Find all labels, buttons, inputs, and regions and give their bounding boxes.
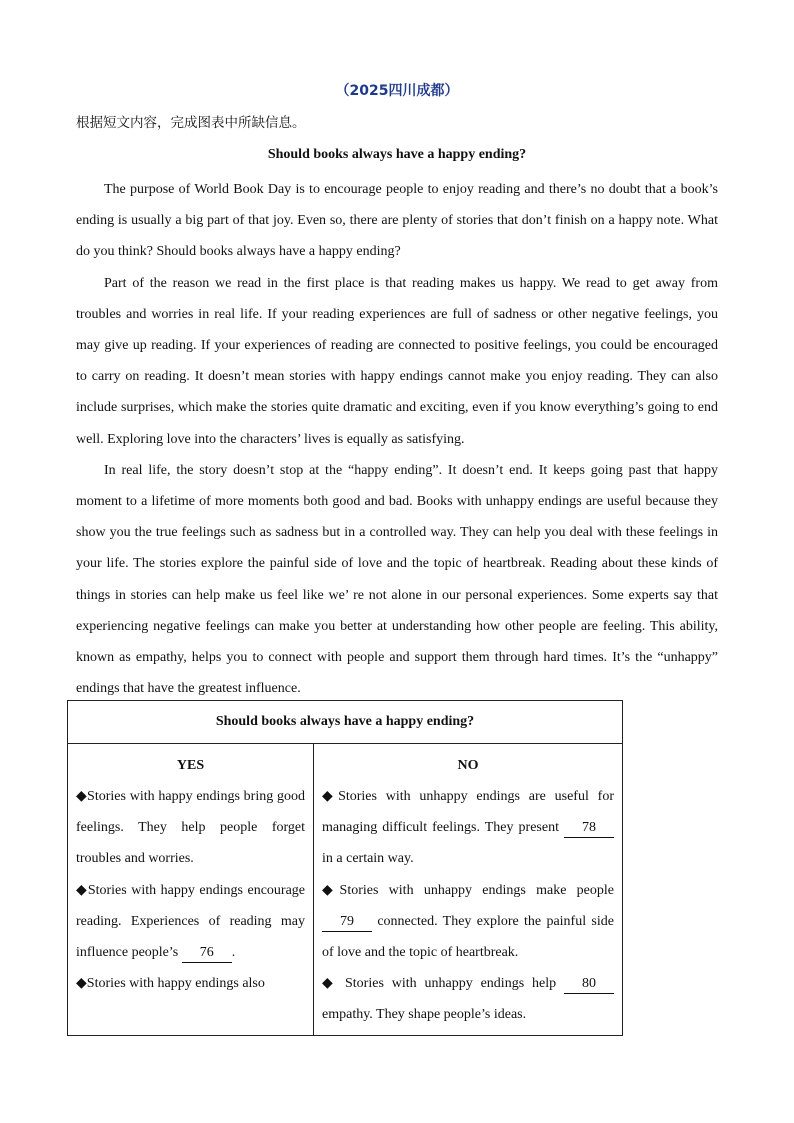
bullet-icon: ◆ <box>322 789 339 804</box>
bullet-icon: ◆ <box>322 976 338 992</box>
item-text-end: empathy. They shape people’s ideas. <box>322 1007 527 1023</box>
item-text-end: . <box>231 945 236 961</box>
list-item <box>76 875 305 969</box>
item-text: Stories with happy endings also <box>86 976 265 992</box>
list-item <box>76 781 305 875</box>
item-text: Stories with unhappy endings help <box>337 976 564 992</box>
summary-table <box>67 700 623 1036</box>
list-item <box>322 875 614 969</box>
table-title: Should books always have a happy ending? <box>68 701 623 744</box>
list-item <box>322 781 614 875</box>
paragraph: Part of the reason we read in the first place is that reading makes us happy. We read to get away from troubles and worries in real life. If your reading experiences are full of sadness or other negative feelings, you may give up reading. If your experiences of reading are connected to positive feelings, you could be encouraged to carry on reading. It doesn’t mean stories with happy endings cannot make you enjoy reading. They can also include surprises, which make the stories quite dramatic and exciting, even if you know everything’s going to end well. Exploring love into the characters’ lives is equally as satisfying. <box>76 275 718 447</box>
item-text: Stories with unhappy endings make people <box>339 882 614 898</box>
answer-blank-78[interactable]: 78 <box>564 819 614 838</box>
answer-blank-80[interactable]: 80 <box>564 975 614 994</box>
paragraph: The purpose of World Book Day is to encourage people to enjoy reading and there’s no doubt that a book’s ending is usually a big part of that joy. Even so, there are plenty of stories that don’t finish on a happy note. What do you think? Should books always have a happy ending? <box>76 182 718 260</box>
list-item <box>76 968 305 999</box>
item-text: Stories with happy endings encourage reading. Experiences of reading may influence people’s <box>76 882 305 961</box>
article-body <box>76 174 718 704</box>
item-text-end: in a certain way. <box>322 851 414 867</box>
instruction-text: 根据短文内容，完成图表中所缺信息。 <box>76 115 306 131</box>
answer-blank-79[interactable]: 79 <box>322 913 372 932</box>
bullet-icon: ◆ <box>76 976 87 992</box>
paragraph: In real life, the story doesn’t stop at the “happy ending”. It doesn’t end. It keeps going past that happy moment to a lifetime of more moments both good and bad. Books with unhappy endings are useful because they show you the true feelings such as sadness but in a controlled way. They can help you deal with these feelings in your life. The stories explore the painful side of love and the topic of heartbreak. Reading about these kinds of things in stories can help make us feel like we’ re not alone in our personal experiences. Some experts say that experiencing negative feelings can make you better at understanding how other people are feeling. This ability, known as empathy, helps you to connect with people and support them through hard times. It’s the “unhappy” endings that have the greatest influence. <box>76 462 718 697</box>
no-column <box>314 744 623 1036</box>
bullet-icon: ◆ <box>76 789 88 804</box>
item-text: Stories with unhappy endings are useful for managing difficult feelings. They present <box>322 789 614 836</box>
yes-heading: YES <box>176 758 205 773</box>
source-label: （2025四川成都） <box>335 83 459 99</box>
item-text: Stories with happy endings bring good feelings. They help people forget troubles and worries. <box>76 789 305 867</box>
bullet-icon: ◆ <box>76 882 88 898</box>
list-item <box>322 968 614 1030</box>
bullet-icon: ◆ <box>322 882 340 898</box>
article-title: Should books always have a happy ending? <box>267 147 527 162</box>
yes-column <box>68 744 314 1036</box>
answer-blank-76[interactable]: 76 <box>182 944 232 963</box>
item-text-end: connected. They explore the painful side of love and the topic of heartbreak. <box>322 913 614 961</box>
no-heading: NO <box>457 758 479 773</box>
